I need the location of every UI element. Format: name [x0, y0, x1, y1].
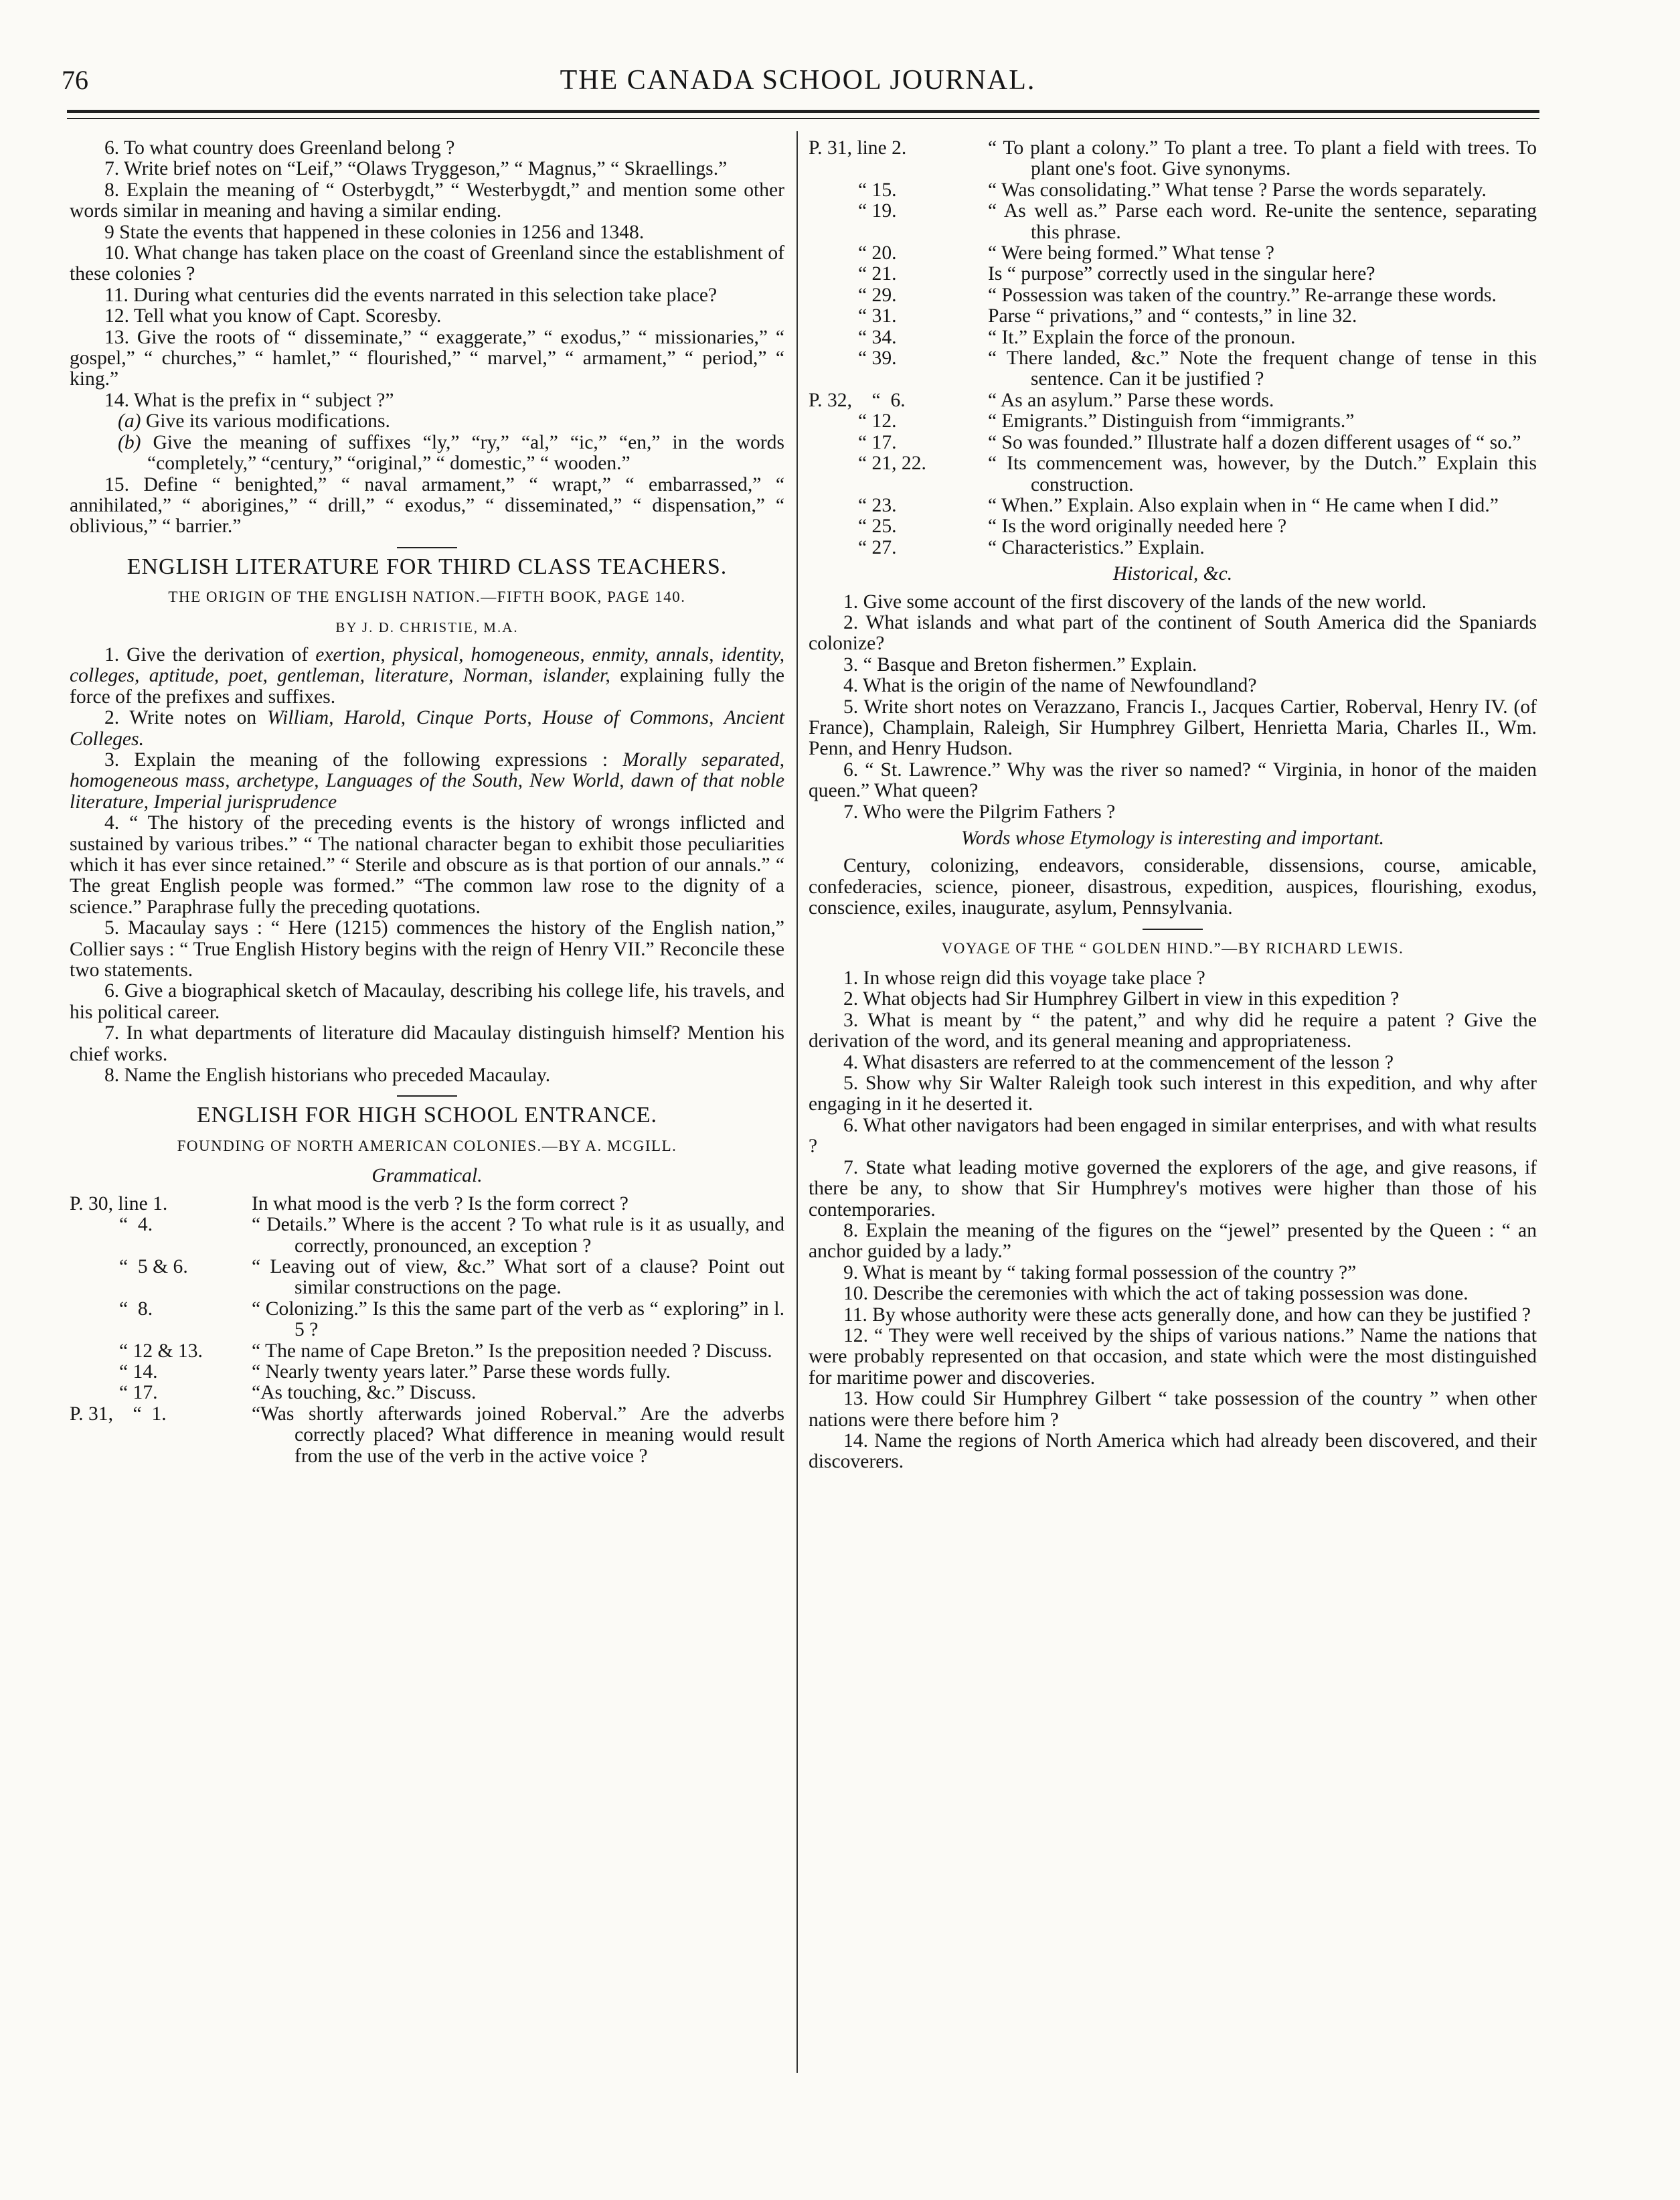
grammatical-references	[70, 1194, 784, 1467]
question: 1. Give some account of the first discovery of the lands of the new world.	[843, 591, 1427, 613]
right-column	[809, 138, 1537, 1473]
line-reference: “ 27.	[809, 536, 897, 558]
line-reference: “ 29.	[809, 284, 897, 306]
section-heading: ENGLISH LITERATURE FOR THIRD CLASS TEACHERS.	[127, 554, 728, 579]
question: 9 State the events that happened in these colonies in 1256 and 1348.	[104, 221, 645, 243]
line-reference: “ 14.	[70, 1360, 158, 1383]
question: 8. Explain the meaning of “ Osterbygdt,” “ Westerbygdt,” and mention some other words similar in meaning and having a similar ending.	[70, 179, 784, 222]
subsection-heading: Grammatical.	[371, 1165, 483, 1187]
header-rule-thin	[67, 118, 1539, 119]
reference-item	[809, 538, 1537, 558]
reference-item	[70, 1194, 784, 1214]
question: 6. What other navigators had been engaged in similar enterprises, and with what results ?	[809, 1114, 1537, 1158]
header-rule	[67, 110, 1539, 113]
question	[70, 708, 784, 750]
question-text: 3. Explain the meaning of the following expressions :	[104, 749, 623, 771]
reference-text: “ The name of Cape Breton.” Is the preposition needed ? Discuss.	[252, 1340, 772, 1362]
page-header	[62, 64, 1534, 104]
sub-question	[70, 433, 784, 475]
section-subheading: FOUNDING OF NORTH AMERICAN COLONIES.—BY A. MCGILL.	[177, 1137, 677, 1154]
line-reference: P. 32, “ 6.	[809, 389, 906, 411]
page-number: 76	[62, 65, 88, 95]
reference-item	[809, 495, 1537, 516]
line-reference: “ 31.	[809, 305, 897, 327]
section-separator	[397, 1095, 457, 1097]
question: 1. In whose reign did this voyage take place ?	[843, 967, 1205, 990]
reference-item	[809, 516, 1537, 537]
question-italic-text: exertion, physical, homogeneous, enmity, annals, identity, colleges, aptitude, poet, gentleman, literature, Norman, islander,	[70, 643, 784, 687]
question: 6. Give a biographical sketch of Macaulay, describing his college life, his travels, and his political career.	[70, 980, 784, 1023]
reference-item	[809, 264, 1537, 285]
question: 5. Write short notes on Verazzano, Francis I., Jacques Cartier, Roberval, Henry IV. (of France), Champlain, Raleigh, Sir Humphrey Gilbert, Henrietta Maria, Charles II., Wm. Penn, and Henry Hudson.	[809, 696, 1537, 760]
question: 3. “ Basque and Breton fishermen.” Explain.	[843, 653, 1197, 676]
sub-question-tag: (a)	[118, 410, 141, 433]
section-separator	[397, 547, 457, 548]
reference-text: “Was shortly afterwards joined Roberval.” Are the adverbs correctly placed? What difference in meaning would result from the use of the verb in the active voice ?	[252, 1403, 784, 1467]
line-reference: “ 5 & 6.	[70, 1255, 188, 1277]
reference-item	[809, 180, 1537, 201]
question: 5. Show why Sir Walter Raleigh took such interest in this expedition, and why after engaging in it he deserted it.	[809, 1073, 1537, 1115]
question-italic-text: William, Harold, Cinque Ports, House of Commons, Ancient Colleges.	[70, 707, 785, 750]
question: 12. “ They were well received by the ships of various nations.” Name the nations that were probably represented on that occasion, and state which were the most distinguished for maritime power and discoveries.	[809, 1324, 1537, 1389]
question: 9. What is meant by “ taking formal possession of the country ?”	[843, 1261, 1357, 1283]
reference-item	[809, 453, 1537, 495]
subsection-heading: Words whose Etymology is interesting and important.	[960, 828, 1385, 849]
reference-item	[70, 1383, 784, 1403]
line-reference: “ 17.	[70, 1382, 158, 1404]
reference-item	[70, 1257, 784, 1299]
question: 2. What islands and what part of the continent of South America did the Spaniards colonize?	[809, 611, 1537, 655]
reference-item	[809, 411, 1537, 432]
reference-item	[809, 306, 1537, 327]
question: 5. Macaulay says : “ Here (1215) commences the history of the English nation,” Collier says : “ True English History begins with the reign of Henry VII.” Reconcile these two statements.	[70, 917, 784, 981]
etymology-word-list: Century, colonizing, endeavors, considerable, dissensions, course, amicable, confederacies, science, pioneer, disastrous, expedition, auspices, flourishing, exodus, conscience, exiles, inaugurate, asylum, Pennsylvania.	[809, 855, 1537, 919]
line-reference: “ 17.	[809, 431, 897, 453]
left-column	[70, 138, 784, 1467]
reference-text: “ Emigrants.” Distinguish from “immigrants.”	[988, 410, 1355, 433]
reference-text: “ It.” Explain the force of the pronoun.	[988, 326, 1296, 348]
reference-item	[809, 285, 1537, 306]
reference-text: “ As an asylum.” Parse these words.	[988, 389, 1274, 411]
question	[70, 750, 784, 813]
section-separator	[1143, 929, 1203, 930]
question: 13. How could Sir Humphrey Gilbert “ take possession of the country ” when other nations were there before him ?	[809, 1388, 1537, 1431]
reference-item	[70, 1299, 784, 1341]
reference-item	[70, 1341, 784, 1362]
question: 7. Who were the Pilgrim Fathers ?	[843, 801, 1116, 823]
reference-text: “ So was founded.” Illustrate half a dozen different usages of “ so.”	[988, 431, 1521, 453]
question-italic-text: Morally separated, homogeneous mass, archetype, Languages of the South, New World, dawn of that noble literature, Imperial jurisprudence	[70, 749, 785, 813]
line-reference: “ 15.	[809, 179, 897, 201]
line-reference: “ 21, 22.	[809, 453, 926, 475]
question: 14. Name the regions of North America which had already been discovered, and their discoverers.	[809, 1429, 1537, 1473]
line-reference: “ 4.	[70, 1214, 153, 1236]
question: 6. “ St. Lawrence.” Why was the river so named? “ Virginia, in honor of the maiden queen.” What queen?	[809, 759, 1537, 802]
line-reference: “ 8.	[70, 1298, 153, 1320]
sub-question	[70, 411, 784, 432]
question: 12. Tell what you know of Capt. Scoresby.	[104, 305, 442, 327]
reference-text: “ Details.” Where is the accent ? To what rule is it as usually, and correctly, pronounced, an exception ?	[252, 1214, 784, 1257]
reference-item	[809, 138, 1537, 180]
question	[70, 645, 784, 708]
reference-text: “ Possession was taken of the country.” Re-arrange these words.	[988, 284, 1497, 306]
line-reference: “ 21.	[809, 263, 897, 285]
reference-item	[809, 348, 1537, 390]
reference-text: “ Characteristics.” Explain.	[988, 536, 1205, 558]
reference-text: “ To plant a colony.” To plant a tree. To plant a field with trees. To plant one's foot. Give synonyms.	[988, 137, 1537, 180]
reference-text: “As touching, &c.” Discuss.	[252, 1382, 477, 1404]
question-text: 1. Give the derivation of	[104, 643, 316, 665]
sub-question-text: Give its various modifications.	[145, 410, 390, 433]
section-subheading: VOYAGE OF THE “ GOLDEN HIND.”—BY RICHARD LEWIS.	[941, 939, 1404, 957]
reference-item	[70, 1214, 784, 1257]
question: 7. In what departments of literature did Macaulay distinguish himself? Mention his chief works.	[70, 1022, 784, 1065]
question: 14. What is the prefix in “ subject ?”	[104, 389, 394, 411]
reference-item	[809, 327, 1537, 348]
line-reference: P. 31, “ 1.	[70, 1403, 167, 1425]
section-subheading: THE ORIGIN OF THE ENGLISH NATION.—FIFTH BOOK, PAGE 140.	[168, 588, 686, 606]
reference-text: “ Is the word originally needed here ?	[988, 516, 1287, 538]
reference-text: “ Was consolidating.” What tense ? Parse the words separately.	[988, 179, 1487, 201]
reference-text: “ Its commencement was, however, by the Dutch.” Explain this construction.	[988, 453, 1537, 495]
voyage-questions	[809, 968, 1537, 1473]
subsection-heading: Historical, &c.	[1112, 563, 1233, 585]
question: 4. What is the origin of the name of Newfoundland?	[843, 675, 1257, 697]
reference-text: “ Nearly twenty years later.” Parse these words fully.	[252, 1360, 671, 1383]
question: 10. What change has taken place on the coast of Greenland since the establishment of these colonies ?	[70, 242, 784, 285]
grammatical-references-continued	[809, 138, 1537, 558]
reference-text: “ When.” Explain. Also explain when in “ He came when I did.”	[988, 494, 1499, 516]
section-heading: ENGLISH FOR HIGH SCHOOL ENTRANCE.	[196, 1103, 658, 1128]
question: 7. Write brief notes on “Leif,” “Olaws Tryggeson,” “ Magnus,” “ Skraellings.”	[104, 158, 728, 180]
reference-text: Is “ purpose” correctly used in the singular here?	[988, 263, 1375, 285]
line-reference: “ 12 & 13.	[70, 1340, 203, 1362]
question-text: explaining fully the force of the prefixes and suffixes.	[70, 665, 784, 708]
question: 11. By whose authority were these acts generally done, and how can they be justified ?	[843, 1304, 1531, 1326]
journal-title: THE CANADA SCHOOL JOURNAL.	[560, 65, 1036, 96]
reference-text: “ Leaving out of view, &c.” What sort of a clause? Point out similar constructions on the page.	[252, 1255, 784, 1299]
reference-text: “ As well as.” Parse each word. Re-unite the sentence, separating this phrase.	[988, 200, 1537, 243]
reference-text: “ Were being formed.” What tense ?	[988, 242, 1274, 264]
question: 4. What disasters are referred to at the commencement of the lesson ?	[843, 1051, 1394, 1073]
question: 4. “ The history of the preceding events is the history of wrongs inflicted and sustained by various tribes.” “ The national character began to exhibit those peculiarities which it has ever since retained.” “ Sterile and obscure as is that portion of our annals.” “ The great English people was formed.” “The common law rose to the dignity of a science.” Paraphrase fully the preceding quotations.	[70, 812, 784, 918]
byline: BY J. D. CHRISTIE, M.A.	[335, 619, 519, 635]
question: 8. Explain the meaning of the figures on the “jewel” presented by the Queen : “ an anchor guided by a lady.”	[809, 1219, 1537, 1263]
reference-item	[809, 201, 1537, 243]
sub-question-tag: (b)	[118, 431, 141, 453]
question: 15. Define “ benighted,” “ naval armament,” “ wrapt,” “ embarrassed,” “ annihilated,” “ aborigines,” “ drill,” “ exodus,” “ disseminated,” “ dispensation,” “ oblivious,” “ barrier.”	[70, 473, 784, 538]
literature-questions	[70, 645, 784, 1087]
line-reference: “ 34.	[809, 326, 897, 348]
reference-text: In what mood is the verb ? Is the form correct ?	[252, 1192, 628, 1214]
reference-text: “ There landed, &c.” Note the frequent change of tense in this sentence. Can it be justified ?	[988, 347, 1537, 390]
line-reference: “ 39.	[809, 347, 897, 370]
question: 11. During what centuries did the events narrated in this selection take place?	[104, 284, 718, 306]
historical-questions	[809, 592, 1537, 823]
sub-question-text: Give the meaning of suffixes “ly,” “ry,” “al,” “ic,” “en,” in the words “completely,” “century,” “original,” “ domestic,” “ wooden.”	[147, 431, 784, 475]
column-divider	[796, 131, 798, 2073]
reference-item	[70, 1404, 784, 1467]
line-reference: “ 20.	[809, 242, 897, 264]
reference-item	[809, 243, 1537, 264]
reference-text: “ Colonizing.” Is this the same part of the verb as “ exploring” in l. 5 ?	[252, 1298, 784, 1341]
question: 8. Name the English historians who preceded Macaulay.	[104, 1065, 551, 1087]
reference-item	[809, 390, 1537, 411]
line-reference: “ 12.	[809, 410, 897, 433]
line-reference: “ 23.	[809, 494, 897, 516]
question: 7. State what leading motive governed the explorers of the age, and give reasons, if there be any, to show that Sir Humphrey's motives were higher than those of his contemporaries.	[809, 1156, 1537, 1221]
line-reference: “ 25.	[809, 516, 897, 538]
line-reference: “ 19.	[809, 200, 897, 222]
question: 2. What objects had Sir Humphrey Gilbert in view in this expedition ?	[843, 988, 1400, 1010]
question: 10. Describe the ceremonies with which the act of taking possession was done.	[843, 1283, 1468, 1305]
question: 3. What is meant by “ the patent,” and why did he require a patent ? Give the derivation of the word, and its general meaning and appropriateness.	[809, 1009, 1537, 1052]
reference-item	[809, 433, 1537, 453]
question: 6. To what country does Greenland belong ?	[104, 137, 455, 159]
line-reference: P. 30, line 1.	[70, 1192, 168, 1214]
reference-text: Parse “ privations,” and “ contests,” in line 32.	[988, 305, 1357, 327]
greenland-questions	[70, 138, 784, 538]
line-reference: P. 31, line 2.	[809, 137, 907, 159]
reference-item	[70, 1362, 784, 1383]
question: 13. Give the roots of “ disseminate,” “ exaggerate,” “ exodus,” “ missionaries,” “ gospel,” “ churches,” “ hamlet,” “ flourished,” “ marvel,” “ armament,” “ period,” “ king.”	[70, 326, 784, 390]
question-text: 2. Write notes on	[104, 707, 268, 729]
